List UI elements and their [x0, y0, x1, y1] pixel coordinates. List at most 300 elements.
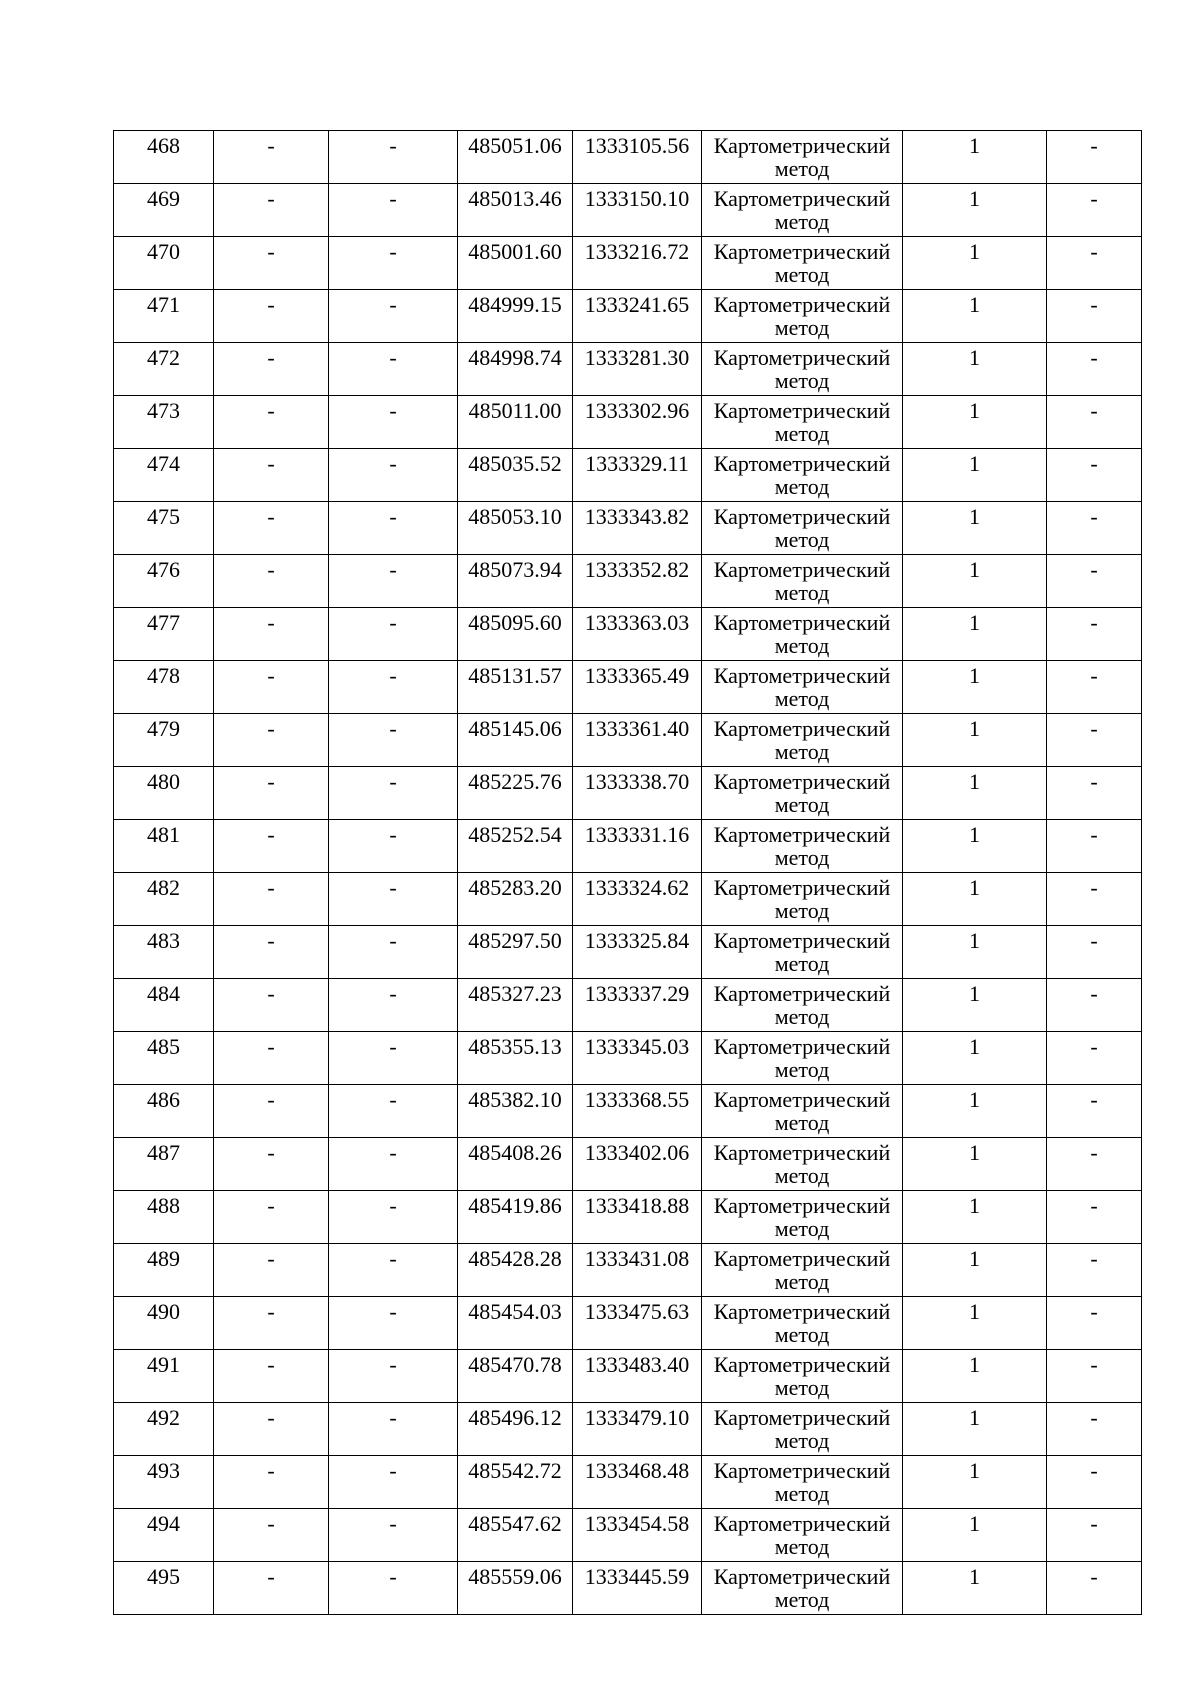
method-cell [702, 1138, 903, 1191]
method-label-line1: Картометрический [713, 981, 891, 1006]
method-cell [702, 926, 903, 979]
method-label-line1: Картометрический [713, 928, 891, 953]
table-row [114, 820, 1142, 873]
point-number-cell: 476 [114, 555, 214, 608]
table-row [114, 714, 1142, 767]
point-number-cell: 489 [114, 1244, 214, 1297]
method-cell [702, 820, 903, 873]
method-label-line1: Картометрический [713, 663, 891, 688]
point-number-cell: 481 [114, 820, 214, 873]
coordinate-y-cell: 1333324.62 [573, 873, 702, 926]
table-row [114, 767, 1142, 820]
point-number-cell: 470 [114, 237, 214, 290]
empty-value-cell: - [214, 608, 329, 661]
coordinate-y-cell: 1333475.63 [573, 1297, 702, 1350]
method-label-line2: метод [774, 527, 830, 552]
coordinate-y-cell: 1333281.30 [573, 343, 702, 396]
accuracy-cell: 1 [903, 237, 1047, 290]
coordinate-x-cell: 485327.23 [458, 979, 573, 1032]
coordinate-y-cell: 1333331.16 [573, 820, 702, 873]
point-number-cell: 487 [114, 1138, 214, 1191]
description-cell: - [1047, 449, 1142, 502]
method-label-line1: Картометрический [713, 1193, 891, 1218]
description-cell: - [1047, 979, 1142, 1032]
coordinate-y-cell: 1333302.96 [573, 396, 702, 449]
method-label-line2: метод [774, 1216, 830, 1241]
point-number-cell: 471 [114, 290, 214, 343]
table-row [114, 1509, 1142, 1562]
coordinate-x-cell: 485496.12 [458, 1403, 573, 1456]
description-cell: - [1047, 1350, 1142, 1403]
empty-value-cell: - [329, 131, 458, 184]
method-label-line1: Картометрический [713, 1087, 891, 1112]
coordinate-x-cell: 485095.60 [458, 608, 573, 661]
coordinate-x-cell: 485428.28 [458, 1244, 573, 1297]
empty-value-cell: - [214, 873, 329, 926]
empty-value-cell: - [329, 926, 458, 979]
method-label-line1: Картометрический [713, 1458, 891, 1483]
coordinate-y-cell: 1333343.82 [573, 502, 702, 555]
empty-value-cell: - [214, 926, 329, 979]
method-label-line2: метод [774, 1322, 830, 1347]
coordinate-y-cell: 1333479.10 [573, 1403, 702, 1456]
empty-value-cell: - [214, 1297, 329, 1350]
method-cell [702, 661, 903, 714]
empty-value-cell: - [329, 396, 458, 449]
point-number-cell: 495 [114, 1562, 214, 1615]
method-label-line2: метод [774, 898, 830, 923]
coordinate-y-cell: 1333329.11 [573, 449, 702, 502]
accuracy-cell: 1 [903, 1456, 1047, 1509]
accuracy-cell: 1 [903, 1509, 1047, 1562]
table-row [114, 979, 1142, 1032]
empty-value-cell: - [329, 555, 458, 608]
empty-value-cell: - [329, 449, 458, 502]
accuracy-cell: 1 [903, 714, 1047, 767]
empty-value-cell: - [214, 1244, 329, 1297]
point-number-cell: 486 [114, 1085, 214, 1138]
method-cell [702, 767, 903, 820]
method-label-line1: Картометрический [713, 875, 891, 900]
empty-value-cell: - [329, 873, 458, 926]
coordinate-x-cell: 485051.06 [458, 131, 573, 184]
method-label-line1: Картометрический [713, 451, 891, 476]
coordinate-x-cell: 485355.13 [458, 1032, 573, 1085]
empty-value-cell: - [329, 237, 458, 290]
empty-value-cell: - [214, 1032, 329, 1085]
method-cell [702, 1191, 903, 1244]
empty-value-cell: - [214, 184, 329, 237]
coordinate-x-cell: 485053.10 [458, 502, 573, 555]
method-cell [702, 131, 903, 184]
accuracy-cell: 1 [903, 502, 1047, 555]
coordinate-y-cell: 1333105.56 [573, 131, 702, 184]
empty-value-cell: - [329, 1138, 458, 1191]
accuracy-cell: 1 [903, 449, 1047, 502]
description-cell: - [1047, 608, 1142, 661]
method-label-line2: метод [774, 474, 830, 499]
coordinate-y-cell: 1333338.70 [573, 767, 702, 820]
coordinate-x-cell: 485001.60 [458, 237, 573, 290]
point-number-cell: 490 [114, 1297, 214, 1350]
description-cell: - [1047, 502, 1142, 555]
method-label-line2: метод [774, 421, 830, 446]
method-cell [702, 608, 903, 661]
method-label-line1: Картометрический [713, 557, 891, 582]
coordinate-y-cell: 1333365.49 [573, 661, 702, 714]
empty-value-cell: - [329, 343, 458, 396]
empty-value-cell: - [329, 714, 458, 767]
empty-value-cell: - [214, 1085, 329, 1138]
description-cell: - [1047, 396, 1142, 449]
empty-value-cell: - [329, 184, 458, 237]
coordinate-y-cell: 1333483.40 [573, 1350, 702, 1403]
method-label-line2: метод [774, 1110, 830, 1135]
method-label-line1: Картометрический [713, 292, 891, 317]
coordinate-x-cell: 485297.50 [458, 926, 573, 979]
table-row [114, 1297, 1142, 1350]
point-number-cell: 483 [114, 926, 214, 979]
method-label-line2: метод [774, 686, 830, 711]
point-number-cell: 477 [114, 608, 214, 661]
accuracy-cell: 1 [903, 1244, 1047, 1297]
empty-value-cell: - [214, 343, 329, 396]
point-number-cell: 475 [114, 502, 214, 555]
point-number-cell: 492 [114, 1403, 214, 1456]
accuracy-cell: 1 [903, 1085, 1047, 1138]
coordinate-x-cell: 485408.26 [458, 1138, 573, 1191]
empty-value-cell: - [329, 661, 458, 714]
table-row [114, 1403, 1142, 1456]
empty-value-cell: - [214, 1562, 329, 1615]
coordinate-y-cell: 1333368.55 [573, 1085, 702, 1138]
coordinate-y-cell: 1333454.58 [573, 1509, 702, 1562]
point-number-cell: 469 [114, 184, 214, 237]
description-cell: - [1047, 820, 1142, 873]
method-cell [702, 396, 903, 449]
point-number-cell: 485 [114, 1032, 214, 1085]
table-row [114, 608, 1142, 661]
table-row [114, 1191, 1142, 1244]
method-label-line1: Картометрический [713, 186, 891, 211]
table-row [114, 237, 1142, 290]
empty-value-cell: - [214, 714, 329, 767]
accuracy-cell: 1 [903, 131, 1047, 184]
table-row [114, 1244, 1142, 1297]
method-label-line2: метод [774, 1057, 830, 1082]
method-label-line1: Картометрический [713, 133, 891, 158]
description-cell: - [1047, 714, 1142, 767]
point-number-cell: 482 [114, 873, 214, 926]
coordinate-y-cell: 1333445.59 [573, 1562, 702, 1615]
method-label-line2: метод [774, 1375, 830, 1400]
description-cell: - [1047, 1456, 1142, 1509]
empty-value-cell: - [329, 1244, 458, 1297]
empty-value-cell: - [329, 1350, 458, 1403]
table-row [114, 661, 1142, 714]
empty-value-cell: - [214, 979, 329, 1032]
empty-value-cell: - [214, 767, 329, 820]
empty-value-cell: - [214, 290, 329, 343]
coordinate-x-cell: 485559.06 [458, 1562, 573, 1615]
method-cell [702, 1456, 903, 1509]
accuracy-cell: 1 [903, 1138, 1047, 1191]
method-label-line1: Картометрический [713, 769, 891, 794]
table-row [114, 396, 1142, 449]
method-label-line2: метод [774, 1587, 830, 1612]
empty-value-cell: - [214, 820, 329, 873]
empty-value-cell: - [329, 979, 458, 1032]
coordinate-x-cell: 485542.72 [458, 1456, 573, 1509]
point-number-cell: 491 [114, 1350, 214, 1403]
method-label-line1: Картометрический [713, 716, 891, 741]
empty-value-cell: - [329, 1191, 458, 1244]
method-cell [702, 714, 903, 767]
point-number-cell: 480 [114, 767, 214, 820]
method-label-line2: метод [774, 315, 830, 340]
coordinate-y-cell: 1333352.82 [573, 555, 702, 608]
empty-value-cell: - [214, 1456, 329, 1509]
accuracy-cell: 1 [903, 661, 1047, 714]
empty-value-cell: - [214, 131, 329, 184]
accuracy-cell: 1 [903, 926, 1047, 979]
accuracy-cell: 1 [903, 290, 1047, 343]
point-number-cell: 484 [114, 979, 214, 1032]
coordinate-y-cell: 1333150.10 [573, 184, 702, 237]
coordinate-x-cell: 485011.00 [458, 396, 573, 449]
coordinate-x-cell: 485283.20 [458, 873, 573, 926]
method-cell [702, 555, 903, 608]
accuracy-cell: 1 [903, 1297, 1047, 1350]
method-cell [702, 1403, 903, 1456]
table-row [114, 184, 1142, 237]
description-cell: - [1047, 343, 1142, 396]
point-number-cell: 472 [114, 343, 214, 396]
method-cell [702, 1509, 903, 1562]
accuracy-cell: 1 [903, 1562, 1047, 1615]
method-cell [702, 343, 903, 396]
method-label-line2: метод [774, 209, 830, 234]
method-label-line1: Картометрический [713, 1511, 891, 1536]
accuracy-cell: 1 [903, 873, 1047, 926]
coordinate-x-cell: 485131.57 [458, 661, 573, 714]
empty-value-cell: - [329, 1403, 458, 1456]
method-label-line2: метод [774, 1481, 830, 1506]
method-cell [702, 1350, 903, 1403]
accuracy-cell: 1 [903, 1403, 1047, 1456]
method-cell [702, 1032, 903, 1085]
point-number-cell: 493 [114, 1456, 214, 1509]
empty-value-cell: - [329, 767, 458, 820]
description-cell: - [1047, 661, 1142, 714]
coordinate-y-cell: 1333216.72 [573, 237, 702, 290]
table-row [114, 131, 1142, 184]
point-number-cell: 468 [114, 131, 214, 184]
point-number-cell: 478 [114, 661, 214, 714]
description-cell: - [1047, 1509, 1142, 1562]
description-cell: - [1047, 1138, 1142, 1191]
table-row [114, 502, 1142, 555]
coordinate-x-cell: 485382.10 [458, 1085, 573, 1138]
table-row [114, 343, 1142, 396]
point-number-cell: 488 [114, 1191, 214, 1244]
accuracy-cell: 1 [903, 184, 1047, 237]
method-label-line1: Картометрический [713, 1140, 891, 1165]
coordinate-y-cell: 1333402.06 [573, 1138, 702, 1191]
coordinate-x-cell: 485073.94 [458, 555, 573, 608]
table-row [114, 1032, 1142, 1085]
method-cell [702, 237, 903, 290]
method-label-line2: метод [774, 1163, 830, 1188]
method-label-line2: метод [774, 262, 830, 287]
table-row [114, 1085, 1142, 1138]
coordinate-x-cell: 485547.62 [458, 1509, 573, 1562]
coordinate-y-cell: 1333361.40 [573, 714, 702, 767]
coordinate-y-cell: 1333337.29 [573, 979, 702, 1032]
point-number-cell: 494 [114, 1509, 214, 1562]
accuracy-cell: 1 [903, 1350, 1047, 1403]
empty-value-cell: - [214, 396, 329, 449]
coordinate-y-cell: 1333468.48 [573, 1456, 702, 1509]
description-cell: - [1047, 1403, 1142, 1456]
method-label-line1: Картометрический [713, 1246, 891, 1271]
accuracy-cell: 1 [903, 820, 1047, 873]
empty-value-cell: - [329, 608, 458, 661]
empty-value-cell: - [214, 1350, 329, 1403]
empty-value-cell: - [329, 1456, 458, 1509]
method-label-line1: Картометрический [713, 504, 891, 529]
table-row [114, 1350, 1142, 1403]
method-cell [702, 184, 903, 237]
method-label-line1: Картометрический [713, 610, 891, 635]
accuracy-cell: 1 [903, 1191, 1047, 1244]
method-label-line2: метод [774, 580, 830, 605]
method-cell [702, 873, 903, 926]
description-cell: - [1047, 555, 1142, 608]
empty-value-cell: - [214, 1509, 329, 1562]
method-label-line1: Картометрический [713, 1299, 891, 1324]
description-cell: - [1047, 873, 1142, 926]
accuracy-cell: 1 [903, 1032, 1047, 1085]
coordinate-y-cell: 1333345.03 [573, 1032, 702, 1085]
table-row [114, 873, 1142, 926]
empty-value-cell: - [329, 1509, 458, 1562]
empty-value-cell: - [329, 290, 458, 343]
method-label-line1: Картометрический [713, 398, 891, 423]
table-row [114, 1138, 1142, 1191]
method-cell [702, 1244, 903, 1297]
coordinate-x-cell: 485225.76 [458, 767, 573, 820]
method-label-line2: метод [774, 951, 830, 976]
empty-value-cell: - [329, 1562, 458, 1615]
method-label-line2: метод [774, 845, 830, 870]
empty-value-cell: - [329, 1085, 458, 1138]
empty-value-cell: - [329, 1297, 458, 1350]
method-cell [702, 502, 903, 555]
coordinates-table [113, 130, 1142, 1615]
empty-value-cell: - [329, 502, 458, 555]
method-cell [702, 979, 903, 1032]
empty-value-cell: - [214, 1191, 329, 1244]
coordinate-x-cell: 484999.15 [458, 290, 573, 343]
description-cell: - [1047, 131, 1142, 184]
table-row [114, 449, 1142, 502]
coordinate-x-cell: 484998.74 [458, 343, 573, 396]
empty-value-cell: - [214, 661, 329, 714]
accuracy-cell: 1 [903, 979, 1047, 1032]
method-cell [702, 1085, 903, 1138]
coordinate-x-cell: 485454.03 [458, 1297, 573, 1350]
empty-value-cell: - [214, 449, 329, 502]
method-label-line2: метод [774, 1269, 830, 1294]
method-label-line1: Картометрический [713, 1352, 891, 1377]
description-cell: - [1047, 1085, 1142, 1138]
description-cell: - [1047, 184, 1142, 237]
method-label-line1: Картометрический [713, 1564, 891, 1589]
empty-value-cell: - [329, 820, 458, 873]
description-cell: - [1047, 237, 1142, 290]
coordinate-x-cell: 485470.78 [458, 1350, 573, 1403]
empty-value-cell: - [214, 555, 329, 608]
accuracy-cell: 1 [903, 343, 1047, 396]
method-cell [702, 1562, 903, 1615]
method-label-line1: Картометрический [713, 822, 891, 847]
coordinate-x-cell: 485035.52 [458, 449, 573, 502]
table-row [114, 1456, 1142, 1509]
method-cell [702, 449, 903, 502]
coordinate-x-cell: 485252.54 [458, 820, 573, 873]
point-number-cell: 474 [114, 449, 214, 502]
method-label-line2: метод [774, 1004, 830, 1029]
description-cell: - [1047, 290, 1142, 343]
method-label-line1: Картометрический [713, 239, 891, 264]
table-body [114, 131, 1142, 1615]
method-label-line2: метод [774, 1534, 830, 1559]
method-label-line2: метод [774, 739, 830, 764]
method-label-line1: Картометрический [713, 1034, 891, 1059]
point-number-cell: 479 [114, 714, 214, 767]
description-cell: - [1047, 1244, 1142, 1297]
coordinate-y-cell: 1333363.03 [573, 608, 702, 661]
coordinate-y-cell: 1333241.65 [573, 290, 702, 343]
method-label-line2: метод [774, 792, 830, 817]
description-cell: - [1047, 1297, 1142, 1350]
method-cell [702, 290, 903, 343]
coordinate-x-cell: 485145.06 [458, 714, 573, 767]
table-row [114, 290, 1142, 343]
description-cell: - [1047, 1032, 1142, 1085]
method-label-line2: метод [774, 368, 830, 393]
empty-value-cell: - [214, 1403, 329, 1456]
table-row [114, 555, 1142, 608]
coordinate-y-cell: 1333431.08 [573, 1244, 702, 1297]
method-label-line2: метод [774, 156, 830, 181]
table-row [114, 1562, 1142, 1615]
method-label-line2: метод [774, 633, 830, 658]
description-cell: - [1047, 1191, 1142, 1244]
accuracy-cell: 1 [903, 767, 1047, 820]
accuracy-cell: 1 [903, 396, 1047, 449]
empty-value-cell: - [214, 502, 329, 555]
point-number-cell: 473 [114, 396, 214, 449]
description-cell: - [1047, 767, 1142, 820]
method-label-line2: метод [774, 1428, 830, 1453]
table-row [114, 926, 1142, 979]
accuracy-cell: 1 [903, 608, 1047, 661]
empty-value-cell: - [214, 1138, 329, 1191]
description-cell: - [1047, 926, 1142, 979]
description-cell: - [1047, 1562, 1142, 1615]
